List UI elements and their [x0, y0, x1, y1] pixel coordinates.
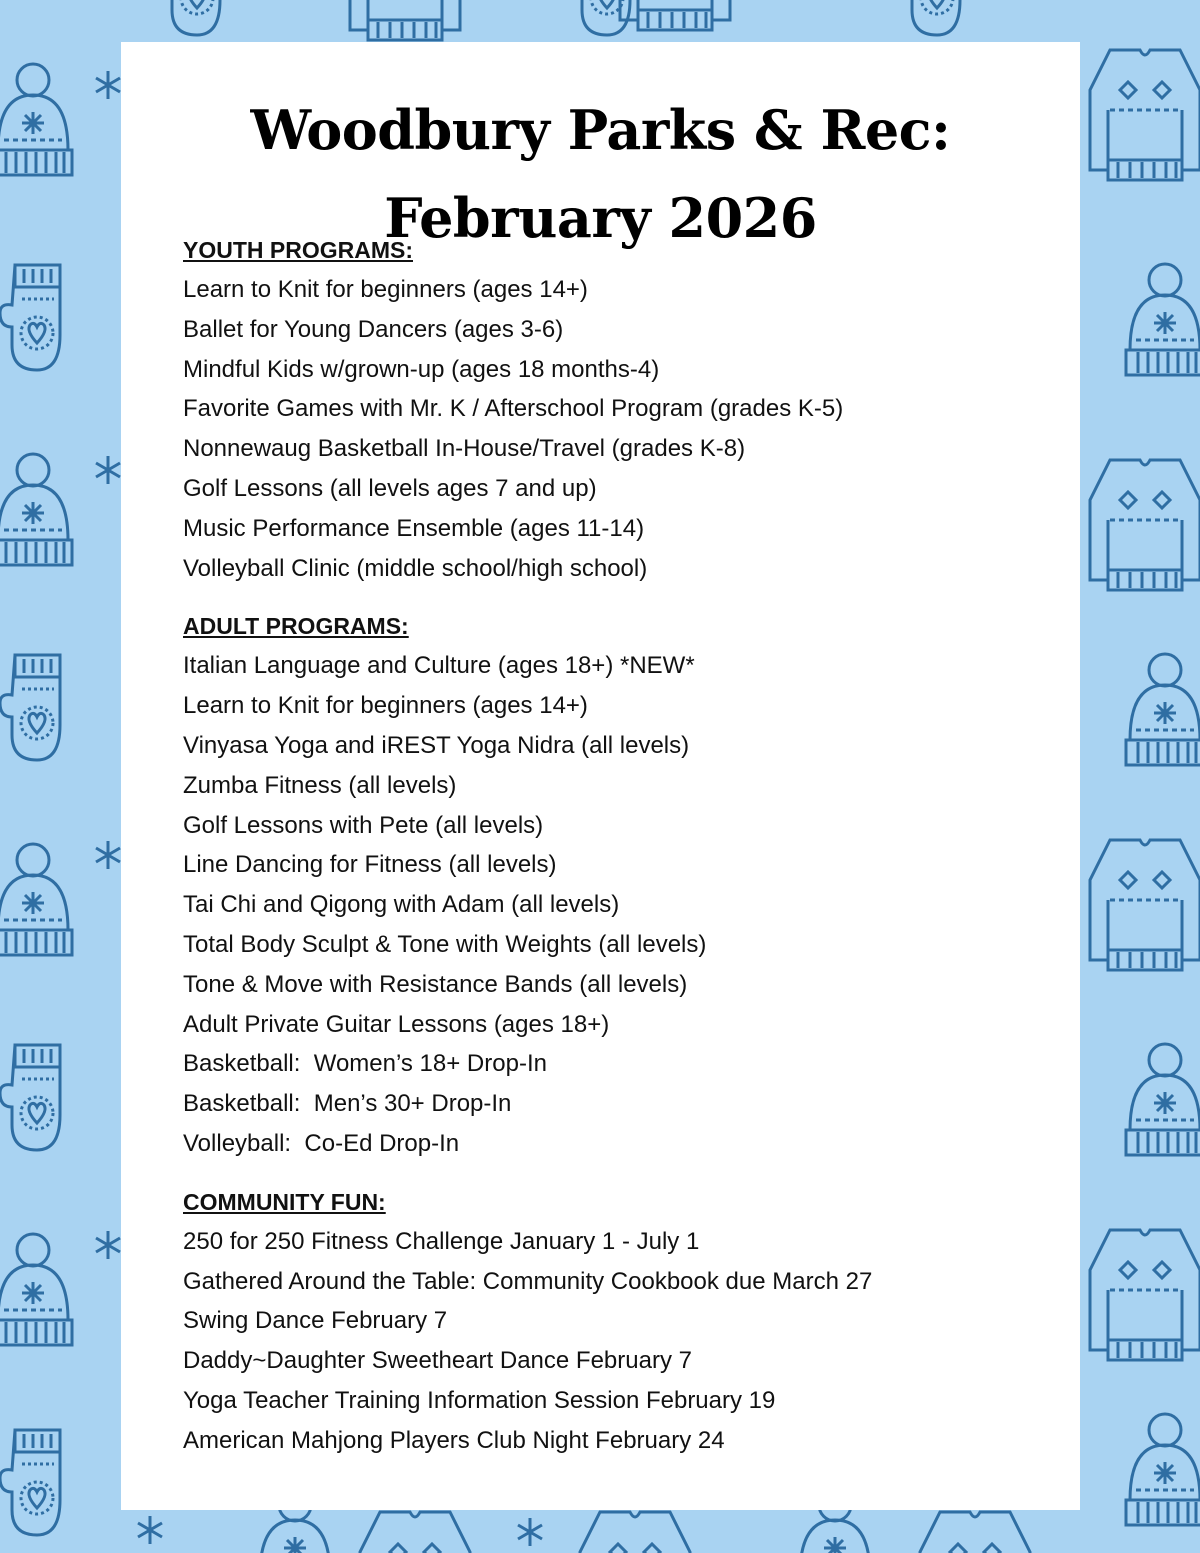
title-line-2: February 2026 — [384, 186, 817, 250]
list-item: Vinyasa Yoga and iREST Yoga Nidra (all levels) — [183, 731, 690, 759]
event-list — [183, 1222, 1063, 1461]
list-item: Favorite Games with Mr. K / Afterschool Program (grades K-5) — [183, 395, 844, 423]
list-item: Music Performance Ensemble (ages 11-14) — [183, 514, 645, 542]
list-item: Volleyball Clinic (middle school/high school) — [183, 554, 648, 582]
section-community-fun — [183, 1182, 1063, 1461]
flyer-panel — [121, 42, 1080, 1510]
list-item: Line Dancing for Fitness (all levels) — [183, 851, 557, 879]
list-item: Swing Dance February 7 — [183, 1307, 448, 1335]
list-item: American Mahjong Players Club Night February 24 — [183, 1426, 725, 1454]
section-heading: COMMUNITY FUN: — [183, 1188, 386, 1215]
list-item: Basketball: Men’s 30+ Drop-In — [183, 1090, 512, 1118]
list-item: Yoga Teacher Training Information Session February 19 — [183, 1386, 776, 1414]
list-item: Tone & Move with Resistance Bands (all levels) — [183, 970, 688, 998]
section-heading: YOUTH PROGRAMS: — [183, 237, 413, 263]
section-heading: ADULT PROGRAMS: — [183, 613, 409, 640]
list-item: Volleyball: Co-Ed Drop-In — [183, 1129, 460, 1157]
section-adult-programs — [183, 606, 1063, 1163]
list-item: Learn to Knit for beginners (ages 14+) — [183, 692, 588, 720]
list-item: Golf Lessons (all levels ages 7 and up) — [183, 474, 597, 502]
list-item: Mindful Kids w/grown-up (ages 18 months-4) — [183, 355, 660, 383]
list-item: Golf Lessons with Pete (all levels) — [183, 811, 544, 839]
list-item: Adult Private Guitar Lessons (ages 18+) — [183, 1010, 610, 1038]
list-item: Learn to Knit for beginners (ages 14+) — [183, 276, 588, 303]
list-item: Ballet for Young Dancers (ages 3-6) — [183, 315, 564, 343]
list-item: Tai Chi and Qigong with Adam (all levels) — [183, 891, 620, 919]
title-line-1: Woodbury Parks & Rec: — [250, 98, 951, 162]
program-list — [183, 646, 1063, 1163]
list-item: Total Body Sculpt & Tone with Weights (all levels) — [183, 930, 707, 958]
program-list — [183, 270, 1063, 588]
list-item: Italian Language and Culture (ages 18+) *NEW* — [183, 652, 695, 680]
list-item: Daddy~Daughter Sweetheart Dance February 7 — [183, 1347, 692, 1375]
program-listing — [183, 230, 1063, 1479]
list-item: Gathered Around the Table: Community Cookbook due March 27 — [183, 1267, 873, 1295]
list-item: Zumba Fitness (all levels) — [183, 771, 457, 799]
list-item: 250 for 250 Fitness Challenge January 1 - July 1 — [183, 1227, 700, 1255]
list-item: Basketball: Women’s 18+ Drop-In — [183, 1050, 547, 1078]
list-item: Nonnewaug Basketball In-House/Travel (grades K-8) — [183, 435, 746, 463]
section-youth-programs — [183, 230, 1063, 588]
